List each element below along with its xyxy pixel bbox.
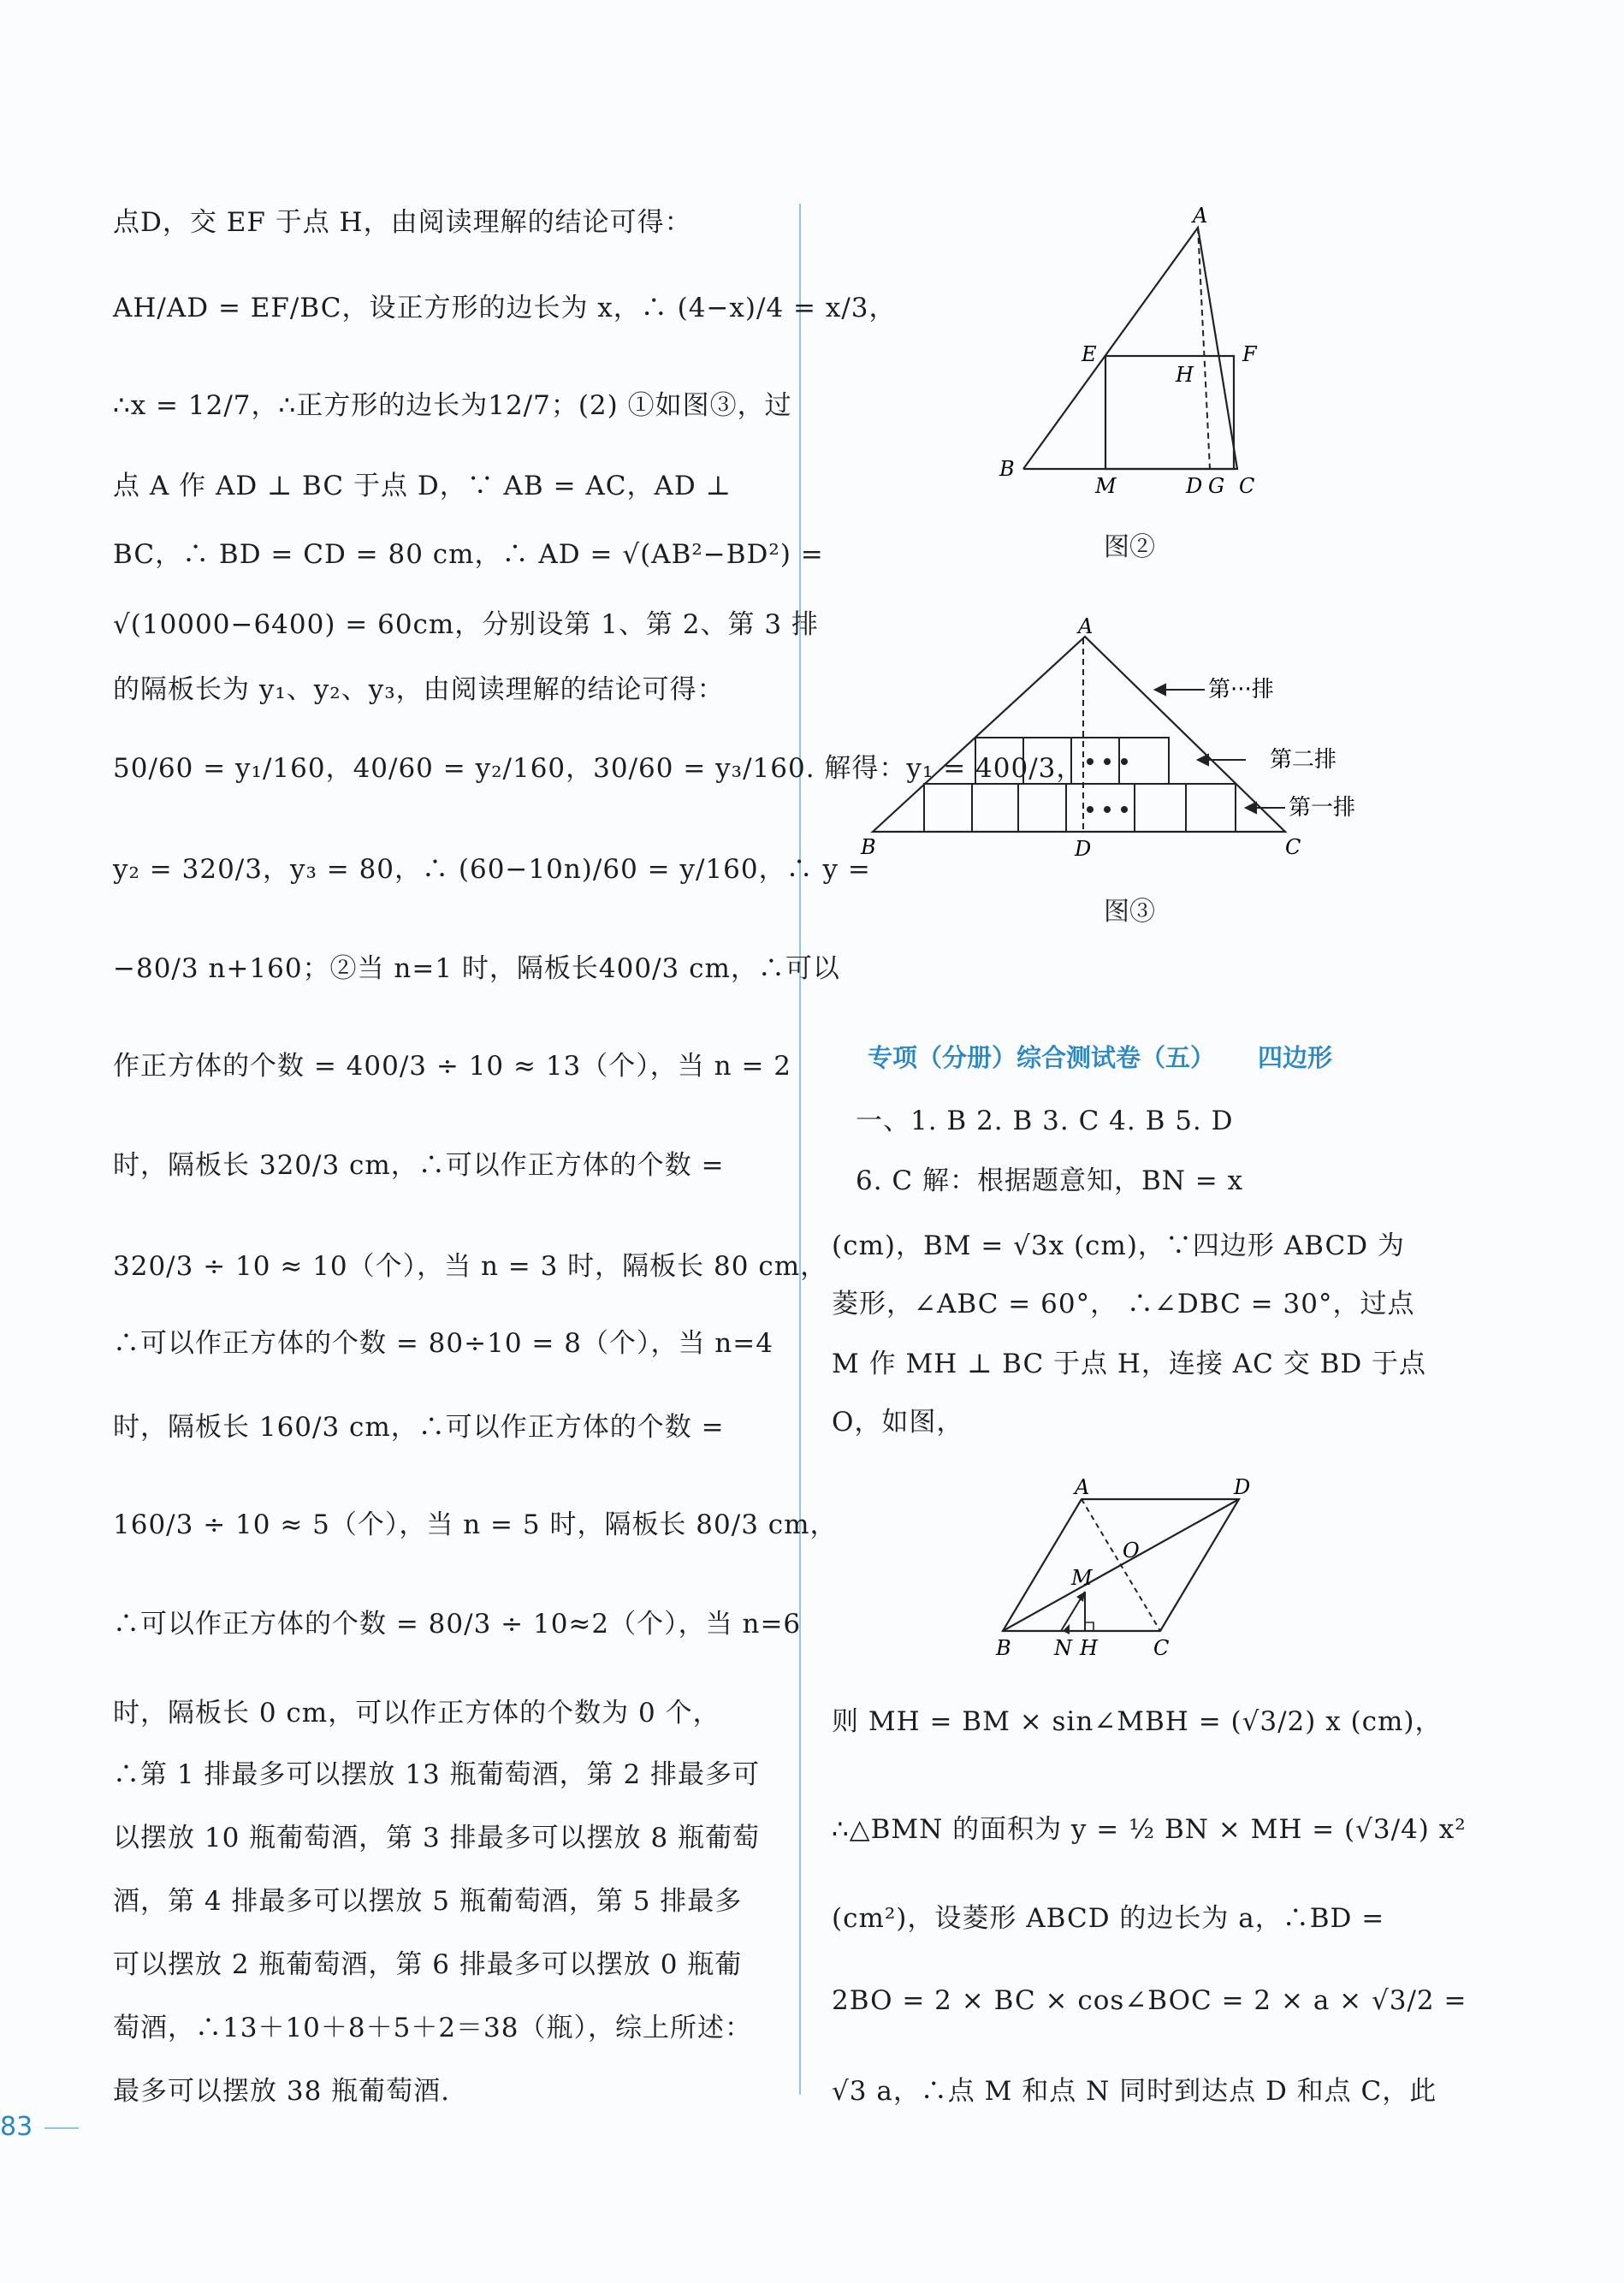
text-line: ∴可以作正方体的个数 = 80/3 ÷ 10≈2（个），当 n=6 bbox=[113, 1609, 802, 1640]
text-line: M 作 MH ⊥ BC 于点 H，连接 AC 交 BD 于点 bbox=[832, 1349, 1427, 1379]
label-g: G bbox=[1208, 474, 1225, 498]
label-o: O bbox=[1123, 1539, 1140, 1563]
text-line: (cm)，BM = √3x (cm)，∵四边形 ABCD 为 bbox=[832, 1230, 1405, 1261]
text-line: 6. C 解：根据题意知，BN = x bbox=[856, 1165, 1244, 1196]
text-line: 最多可以摆放 38 瓶葡萄酒. bbox=[113, 2076, 451, 2107]
label-d: D bbox=[1234, 1475, 1251, 1499]
text-line: 320/3 ÷ 10 ≈ 10（个），当 n = 3 时，隔板长 80 cm， bbox=[113, 1251, 828, 1282]
text-line: 时，隔板长 160/3 cm，∴可以作正方体的个数 = bbox=[113, 1412, 725, 1443]
text-line: 的隔板长为 y₁、y₂、y₃，由阅读理解的结论可得： bbox=[113, 674, 725, 705]
row-arrows bbox=[1155, 685, 1285, 813]
text-line: ∴x = 12/7，∴正方形的边长为12/7；(2) ①如图③，过 bbox=[113, 390, 792, 421]
triangle-abc bbox=[1023, 228, 1237, 469]
text-line: 160/3 ÷ 10 ≈ 5（个），当 n = 5 时，隔板长 80/3 cm， bbox=[113, 1509, 838, 1540]
shelf-row-2 bbox=[975, 738, 1169, 784]
text-line: 则 MH = BM × sin∠MBH = (√3/2) x (cm)， bbox=[832, 1706, 1443, 1737]
section-title bbox=[868, 1039, 1332, 1074]
label-f: F bbox=[1242, 342, 1257, 366]
answers-line: 一、1. B 2. B 3. C 4. B 5. D bbox=[856, 1106, 1234, 1136]
text-line: BC，∴ BD = CD = 80 cm，∴ AD = √(AB²−BD²) = bbox=[113, 539, 824, 570]
label-b: B bbox=[861, 835, 876, 859]
label-d: D bbox=[1186, 474, 1203, 498]
text-line: √(10000−6400) = 60cm，分别设第 1、第 2、第 3 排 bbox=[113, 609, 819, 640]
label-b: B bbox=[999, 457, 1015, 481]
text-line: y₂ = 320/3，y₃ = 80，∴ (60−10n)/60 = y/160，∴ y = bbox=[113, 854, 871, 885]
text-line: 时，隔板长 320/3 cm，∴可以作正方体的个数 = bbox=[113, 1150, 725, 1181]
section-title-text: 专项（分册）综合测试卷（五） bbox=[868, 1043, 1216, 1072]
text-line: 点 A 作 AD ⊥ BC 于点 D，∵ AB = AC，AD ⊥ bbox=[113, 471, 732, 501]
label-n: N bbox=[1054, 1636, 1072, 1660]
label-b: B bbox=[996, 1636, 1011, 1660]
text-line: 作正方体的个数 = 400/3 ÷ 10 ≈ 13（个），当 n = 2 bbox=[113, 1051, 792, 1082]
label-h: H bbox=[1080, 1636, 1098, 1660]
shelf-row-1 bbox=[924, 784, 1236, 832]
square-efgm bbox=[1105, 356, 1234, 469]
page-number: 83 bbox=[0, 2112, 33, 2142]
label-e: E bbox=[1082, 342, 1097, 366]
label-c: C bbox=[1239, 474, 1255, 498]
text-line: O，如图， bbox=[832, 1407, 964, 1438]
arrow-m bbox=[1076, 1592, 1085, 1602]
page-footer bbox=[0, 2112, 79, 2142]
diagonal-ac bbox=[1082, 1499, 1160, 1631]
text-line: 点D，交 EF 于点 H，由阅读理解的结论可得： bbox=[113, 207, 692, 238]
text-line: 酒，第 4 排最多可以摆放 5 瓶葡萄酒，第 5 排最多 bbox=[113, 1886, 743, 1917]
row-label-first: 第一排 bbox=[1289, 795, 1356, 821]
figure-3-caption: 图③ bbox=[1104, 897, 1155, 927]
text-line: 可以摆放 2 瓶葡萄酒，第 6 排最多可以摆放 0 瓶葡 bbox=[113, 1949, 743, 1980]
triangle-abc bbox=[873, 637, 1285, 832]
text-line: −80/3 n+160；②当 n=1 时，隔板长400/3 cm，∴可以 bbox=[113, 953, 840, 984]
text-line: (cm²)，设菱形 ABCD 的边长为 a，∴BD = bbox=[832, 1903, 1385, 1934]
label-d: D bbox=[1075, 837, 1092, 861]
text-line: AH/AD = EF/BC，设正方形的边长为 x，∴ (4−x)/4 = x/3， bbox=[113, 293, 897, 323]
text-line: ∴第 1 排最多可以摆放 13 瓶葡萄酒，第 2 排最多可 bbox=[113, 1759, 761, 1790]
text-line: 菱形，∠ABC = 60°， ∴∠DBC = 30°，过点 bbox=[832, 1289, 1415, 1319]
label-m: M bbox=[1095, 474, 1117, 498]
label-a: A bbox=[1193, 204, 1208, 228]
footer-dash bbox=[44, 2127, 79, 2129]
rhombus-figure-diagram bbox=[984, 1463, 1275, 1669]
figure-2-diagram bbox=[984, 197, 1275, 505]
text-line: ∴可以作正方体的个数 = 80÷10 = 8（个），当 n=4 bbox=[113, 1328, 773, 1359]
text-line: 2BO = 2 × BC × cos∠BOC = 2 × a × √3/2 = bbox=[832, 1985, 1467, 2016]
figure-2-caption: 图② bbox=[1104, 532, 1155, 562]
label-h: H bbox=[1176, 363, 1194, 387]
label-c: C bbox=[1285, 835, 1301, 859]
text-line: 以摆放 10 瓶葡萄酒，第 3 排最多可以摆放 8 瓶葡萄 bbox=[113, 1823, 761, 1853]
section-subtitle: 四边形 bbox=[1258, 1043, 1333, 1072]
row-label-second: 第二排 bbox=[1270, 747, 1337, 773]
ellipsis-dots bbox=[1087, 758, 1128, 813]
label-a: A bbox=[1075, 1475, 1090, 1499]
column-divider bbox=[799, 204, 801, 2095]
text-line: 萄酒，∴13＋10＋8＋5＋2＝38（瓶），综上所述： bbox=[113, 2013, 753, 2043]
label-m: M bbox=[1071, 1566, 1093, 1590]
label-a: A bbox=[1078, 616, 1094, 638]
row-label-top: 第···排 bbox=[1208, 677, 1274, 703]
text-line: 50/60 = y₁/160，40/60 = y₂/160，30/60 = y₃/160. 解得：y₁ = 400/3， bbox=[113, 753, 1084, 784]
right-angle-mark bbox=[1085, 1622, 1094, 1631]
text-line: √3 a，∴点 M 和点 N 同时到达点 D 和点 C，此 bbox=[832, 2076, 1437, 2107]
figure-3-diagram bbox=[856, 616, 1403, 873]
label-c: C bbox=[1153, 1636, 1170, 1660]
text-line: 时，隔板长 0 cm，可以作正方体的个数为 0 个， bbox=[113, 1698, 720, 1729]
text-line: ∴△BMN 的面积为 y = ½ BN × MH = (√3/4) x² bbox=[832, 1814, 1467, 1845]
